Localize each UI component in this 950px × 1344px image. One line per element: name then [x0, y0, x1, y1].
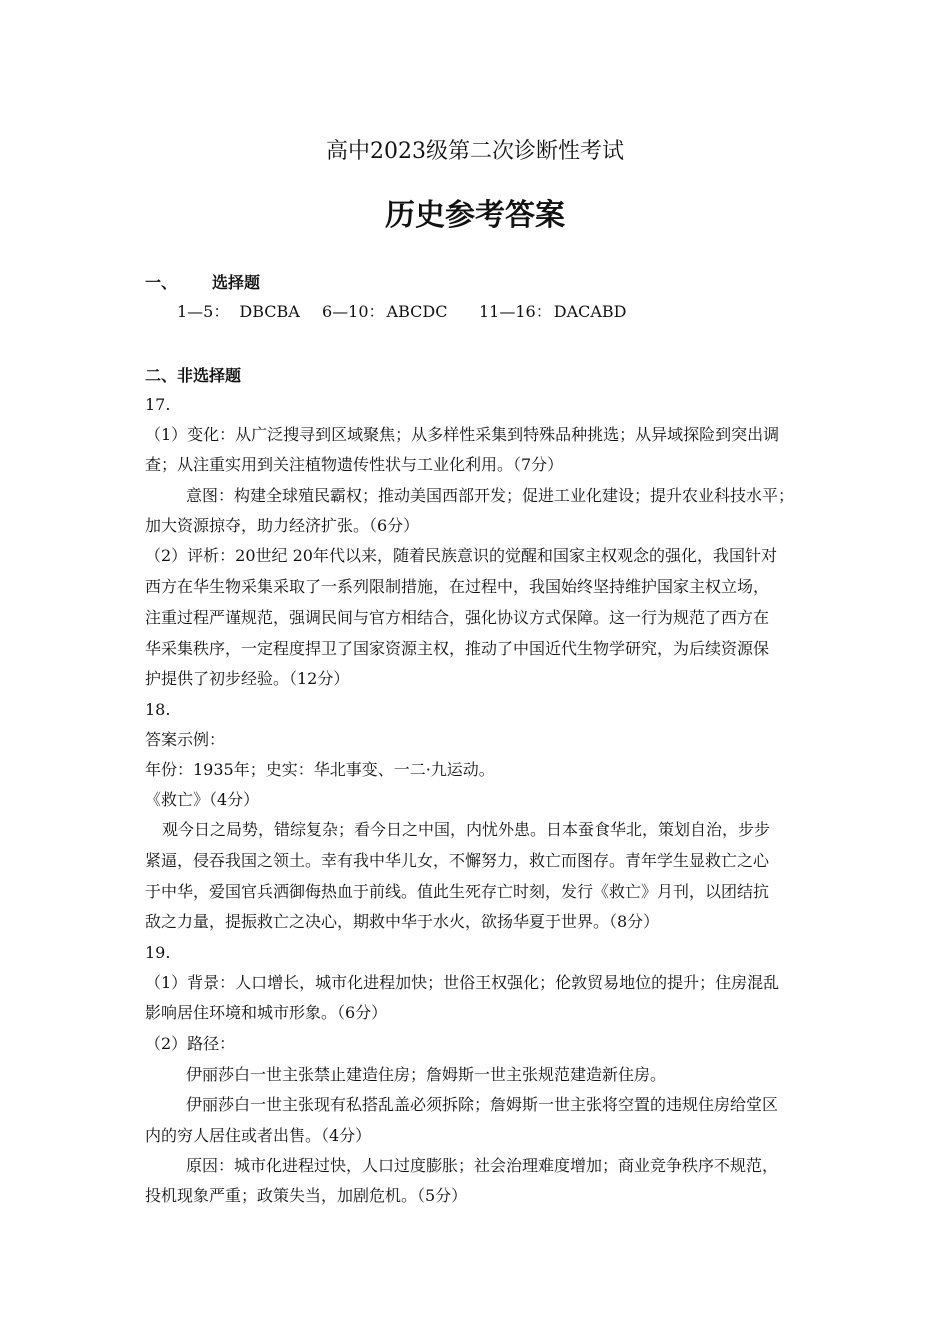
question-number: 17. [145, 395, 171, 414]
answer-key: DBCBA [239, 302, 300, 321]
text-line: 投机现象严重；政策失当，加剧危机。（5分） [145, 1186, 468, 1205]
question-number: 18. [145, 700, 171, 719]
text-line: 《救亡》（4分） [145, 790, 260, 809]
answer-range: 6—10： [322, 302, 385, 321]
exam-title: 高中2023级第二次诊断性考试 [326, 139, 624, 164]
answer-key: DACABD [553, 302, 627, 321]
section1-title: 选择题 [212, 273, 261, 292]
text-line: 加大资源掠夺，助力经济扩张。（6分） [145, 516, 420, 535]
text-line: 伊丽莎白一世主张现有私搭乱盖必须拆除；詹姆斯一世主张将空置的违规住房给堂区 [186, 1095, 779, 1114]
answer-group-3 [479, 302, 627, 322]
text-line: 影响居住环境和城市形象。（6分） [145, 1003, 388, 1022]
subject-title: 历史参考答案 [385, 198, 565, 233]
answer-key: ABCDC [386, 302, 448, 321]
text-line: 西方在华生物采集采取了一系列限制措施，在过程中，我国始终坚持维护国家主权立场， [145, 577, 770, 596]
text-line: 年份：1935年；史实：华北事变、一二·九运动。 [145, 760, 495, 779]
text-line: 答案示例： [145, 730, 226, 749]
text-line: 华采集秩序，一定程度捍卫了国家资源主权，推动了中国近代生物学研究，为后续资源保 [145, 639, 770, 658]
text-line: 观今日之局势，错综复杂；看今日之中国，内忧外患。日本蚕食华北，策划自治，步步 [162, 820, 771, 839]
text-line: 意图：构建全球殖民霸权；推动美国西部开发；促进工业化建设；提升农业科技水平； [186, 486, 795, 505]
section1-number: 一、 [145, 273, 178, 292]
text-line: 查；从注重实用到关注植物遗传性状与工业化利用。（7分） [145, 455, 564, 474]
text-line: 内的穷人居住或者出售。（4分） [145, 1126, 372, 1145]
text-line: （1）变化：从广泛搜寻到区域聚焦；从多样性采集到特殊品种挑选；从异域探险到突出调 [145, 425, 780, 444]
text-line: 于中华，爱国官兵洒御侮热血于前线。值此生死存亡时刻，发行《救亡》月刊，以团结抗 [145, 882, 770, 901]
text-line: （2）评析：20世纪 20年代以来，随着民族意识的觉醒和国家主权观念的强化，我国针对 [145, 546, 777, 565]
text-line: 紧逼，侵吞我国之领土。幸有我中华儿女，不懈努力，救亡而图存。青年学生显救亡之心 [145, 851, 770, 870]
answer-group-1 [177, 302, 300, 322]
text-line: （1）背景：人口增长，城市化进程加快；世俗王权强化；伦敦贸易地位的提升；住房混乱 [145, 973, 780, 992]
section2-title: 二、非选择题 [145, 366, 242, 385]
text-line: 伊丽莎白一世主张禁止建造住房；詹姆斯一世主张规范建造新住房。 [186, 1065, 667, 1084]
question-number: 19. [145, 943, 171, 962]
answer-range: 1—5： [177, 302, 230, 321]
text-line: （2）路径： [145, 1034, 236, 1053]
text-line: 注重过程严谨规范，强调民间与官方相结合，强化协议方式保障。这一行为规范了西方在 [145, 608, 770, 627]
answer-group-2 [322, 302, 447, 322]
text-line: 护提供了初步经验。（12分） [145, 669, 350, 688]
text-line: 敌之力量，提振救亡之决心，期救中华于水火，欲扬华夏于世界。（8分） [145, 912, 660, 931]
text-line: 原因：城市化进程过快，人口过度膨胀；社会治理难度增加；商业竞争秩序不规范， [186, 1156, 779, 1175]
answer-range: 11—16： [479, 302, 552, 321]
